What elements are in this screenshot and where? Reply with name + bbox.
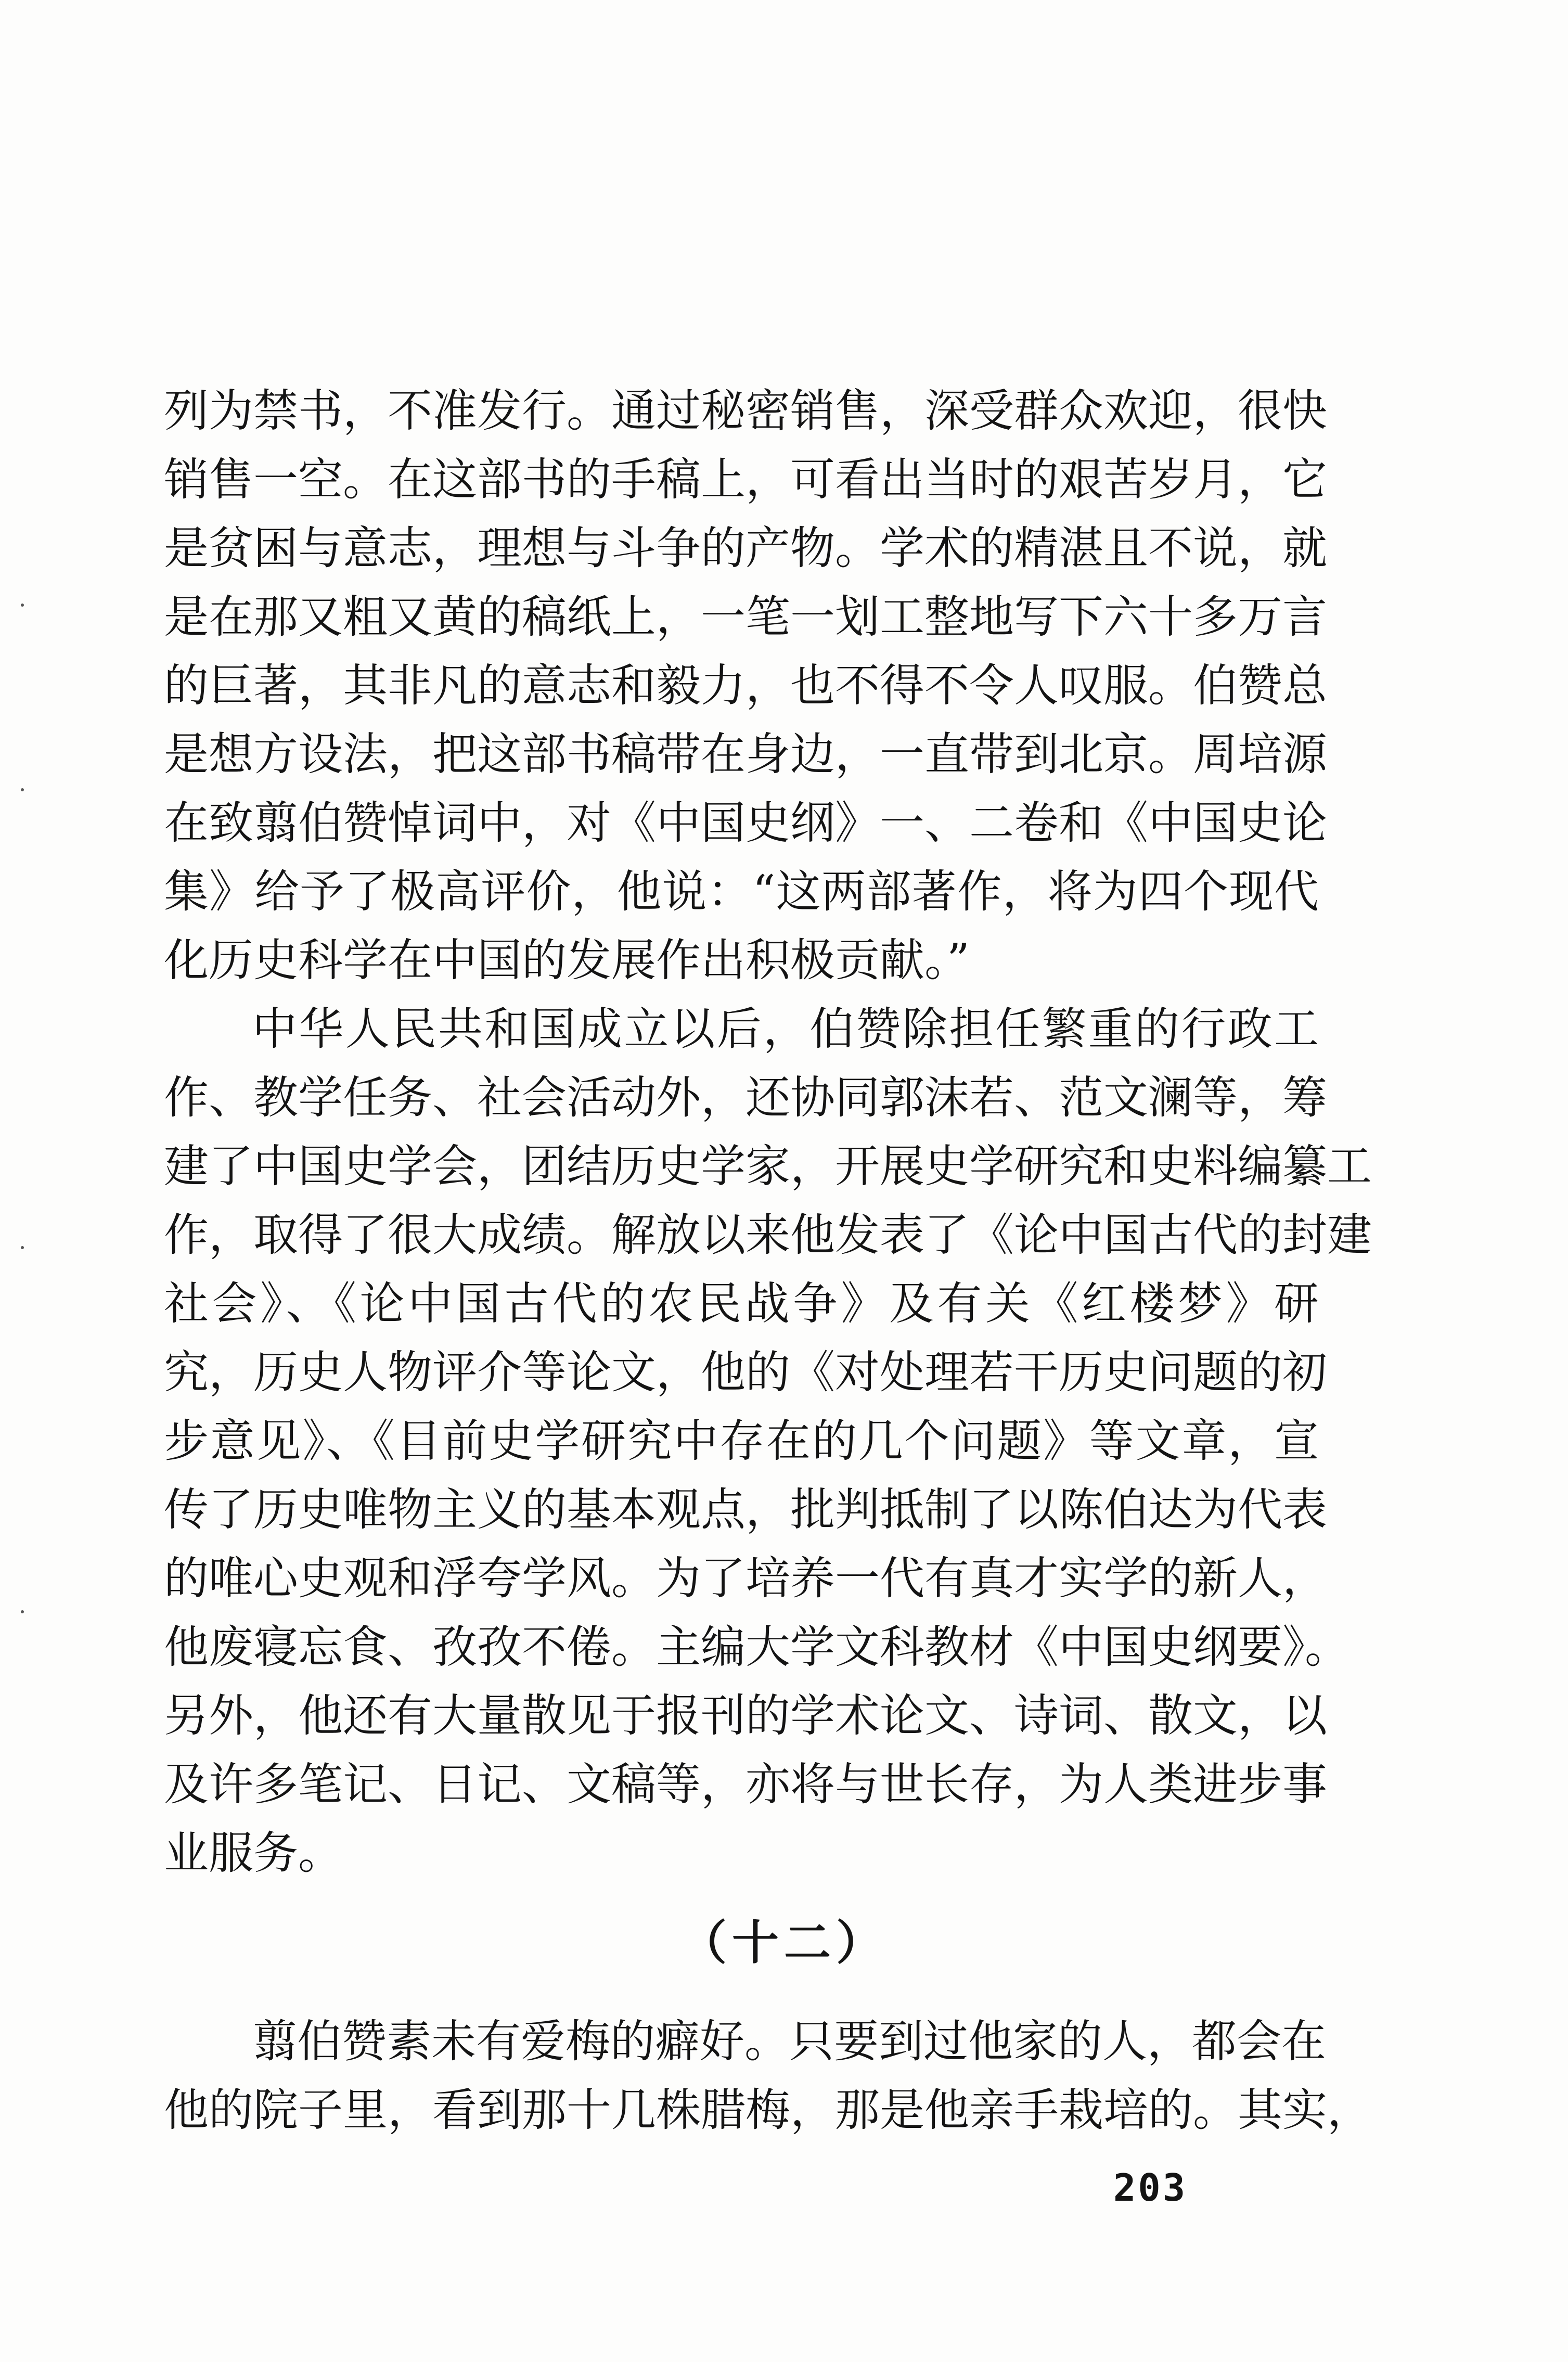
text-line: 是在那又粗又黄的稿纸上，一笔一划工整地写下六十多万言 [164, 591, 1327, 643]
text-line: 在致翦伯赞悼词中，对《中国史纲》一、二卷和《中国史论 [164, 797, 1327, 849]
text-line: 建了中国史学会，团结历史学家，开展史学研究和史料编纂工 [164, 1140, 1372, 1192]
text-line: 是想方设法，把这部书稿带在身边，一直带到北京。周培源 [164, 728, 1327, 780]
text-line: 作，取得了很大成绩。解放以来他发表了《论中国古代的封建 [164, 1209, 1372, 1261]
text-line: 业服务。 [164, 1827, 343, 1879]
paragraph-first-line: 中华人民共和国成立以后，伯赞除担任繁重的行政工 [252, 1003, 1319, 1055]
text-line: 销售一空。在这部书的手稿上，可看出当时的艰苦岁月，它 [164, 454, 1327, 506]
text-line: 列为禁书，不准发行。通过秘密销售，深受群众欢迎，很快 [164, 385, 1327, 437]
text-line: 是贫困与意志，理想与斗争的产物。学术的精湛且不说，就 [164, 522, 1327, 574]
text-line: 的巨著，其非凡的意志和毅力，也不得不令人叹服。伯赞总 [164, 660, 1327, 712]
text-line: 社会》、《论中国古代的农民战争》及有关《红楼梦》研 [164, 1278, 1319, 1330]
text-line: 及许多笔记、日记、文稿等，亦将与世长存，为人类进步事 [164, 1758, 1327, 1811]
scan-speck [21, 604, 24, 607]
text-line: 另外，他还有大量散见于报刊的学术论文、诗词、散文，以 [164, 1690, 1327, 1742]
text-line: 传了历史唯物主义的基本观点，批判抵制了以陈伯达为代表 [164, 1484, 1327, 1536]
paragraph-first-line: 翦伯赞素未有爱梅的癖好。只要到过他家的人，都会在 [252, 2016, 1326, 2068]
scan-speck [21, 788, 24, 791]
text-line: 作、教学任务、社会活动外，还协同郭沫若、范文澜等，筹 [164, 1072, 1327, 1124]
text-line: 的唯心史观和浮夸学风。为了培养一代有真才实学的新人， [164, 1552, 1327, 1604]
text-line: 究，历史人物评介等论文，他的《对处理若干历史问题的初 [164, 1346, 1327, 1398]
text-line: 他的院子里，看到那十几株腊梅，那是他亲手栽培的。其实， [164, 2084, 1372, 2136]
text-line: 他废寝忘食、孜孜不倦。主编大学文科教材《中国史纲要》。 [164, 1621, 1349, 1673]
section-heading: （十二） [680, 1915, 888, 1970]
scan-speck [21, 1610, 24, 1613]
text-line: 化历史科学在中国的发展作出积极贡献。” [164, 934, 970, 986]
text-line: 步意见》、《目前史学研究中存在的几个问题》等文章，宣 [164, 1415, 1319, 1467]
text-line: 集》给予了极高评价，他说：“这两部著作，将为四个现代 [164, 866, 1319, 918]
scan-speck [21, 1246, 24, 1249]
page-number: 203 [1113, 2166, 1188, 2210]
